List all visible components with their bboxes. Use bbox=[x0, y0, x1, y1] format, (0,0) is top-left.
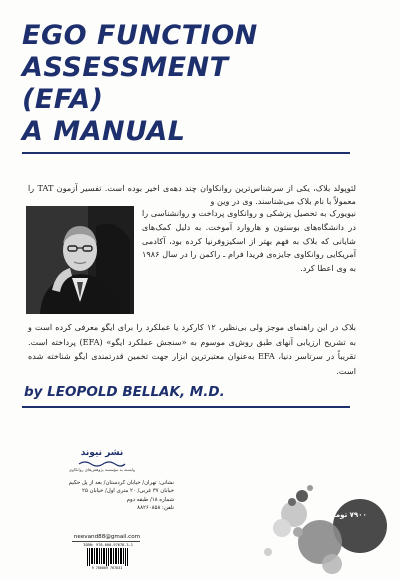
barcode-digits: 9 786009 767831 bbox=[91, 566, 123, 570]
barcode-icon bbox=[86, 548, 128, 566]
publisher-email: neevand88@gmail.com bbox=[73, 534, 141, 540]
publisher-wave-icon bbox=[77, 459, 127, 467]
publisher-tagline: وابسته به مؤسسه پژوهش‌های روانکاوی bbox=[68, 467, 136, 472]
title-line-3: (EFA) bbox=[22, 84, 104, 115]
author-byline: by LEOPOLD BELLAK, M.D. bbox=[24, 384, 225, 400]
contact-line: شماره ۱۸/ طبقه دوم bbox=[126, 496, 174, 503]
contact-line: تلفن: ۸۸۲۶۰۸۵۸ bbox=[137, 505, 174, 512]
bio-paragraph-career: نیویورک به تحصیل پزشکی و روانکاوی پرداخت و روانشناسی را در دانشگاه‌های بوستون و هاروارد آموخت. به دلیل کمک‌های شایانی که بلاک به فهم بهتر از اسکیزوفرنیا کرده بود، آکادمی آمریکایی روانکاوی جایزه‌ی فریدا فرام ـ راکمن را در سال ۱۹۸۶ به وی اعطا کرد. bbox=[142, 208, 356, 274]
title-divider bbox=[22, 152, 350, 154]
publisher-contact bbox=[32, 479, 174, 513]
publisher-name: نشر نیوند bbox=[80, 448, 124, 458]
title-line-1: EGO FUNCTION bbox=[22, 20, 258, 51]
contact-line: نشانی: تهران/ خیابان کردستان/ بعد از پل حکیم bbox=[68, 480, 174, 486]
price-label: ۷۹۰۰ تومان bbox=[327, 511, 367, 519]
contact-line: خیابان ۳۷ غربی/ ۲۰ متری اول/ خیابان ۲۵ bbox=[82, 488, 174, 495]
decorative-bubbles bbox=[236, 472, 396, 580]
author-divider bbox=[22, 406, 350, 408]
publisher-logo bbox=[56, 448, 148, 473]
title-line-4: A MANUAL bbox=[22, 116, 186, 147]
isbn-number: ISBN: 978-600-97678-3-1 bbox=[83, 543, 133, 547]
book-title bbox=[22, 20, 382, 148]
email-underline bbox=[72, 541, 140, 542]
author-portrait bbox=[26, 206, 134, 314]
book-description-paragraph: بلاک در این راهنمای موجز ولی بی‌نظیر، ۱۲ کارکرد یا عملکرد را برای ایگو معرفی کرده است و به تشریح ارزیابی آنهای طبق روش‌ی موسوم به «سنجش عملکرد ایگو» (EFA) پرداخته است. تقریباً در سرتاسر دنیا، EFA به‌عنوان معتبرترین ابزار جهت تخمین قدرتمندی ایگو شناخته شده است. bbox=[28, 322, 356, 376]
bio-paragraph-intro: لئوپولد بلاک، یکی از سرشناس‌ترین روانکاوان چند دهه‌ی اخیر بوده است. تفسیر آزمون TAT را معمولاً با نام بلاک می‌شناسند. وی در وین و bbox=[28, 183, 356, 206]
title-line-2: ASSESSMENT bbox=[22, 52, 229, 83]
